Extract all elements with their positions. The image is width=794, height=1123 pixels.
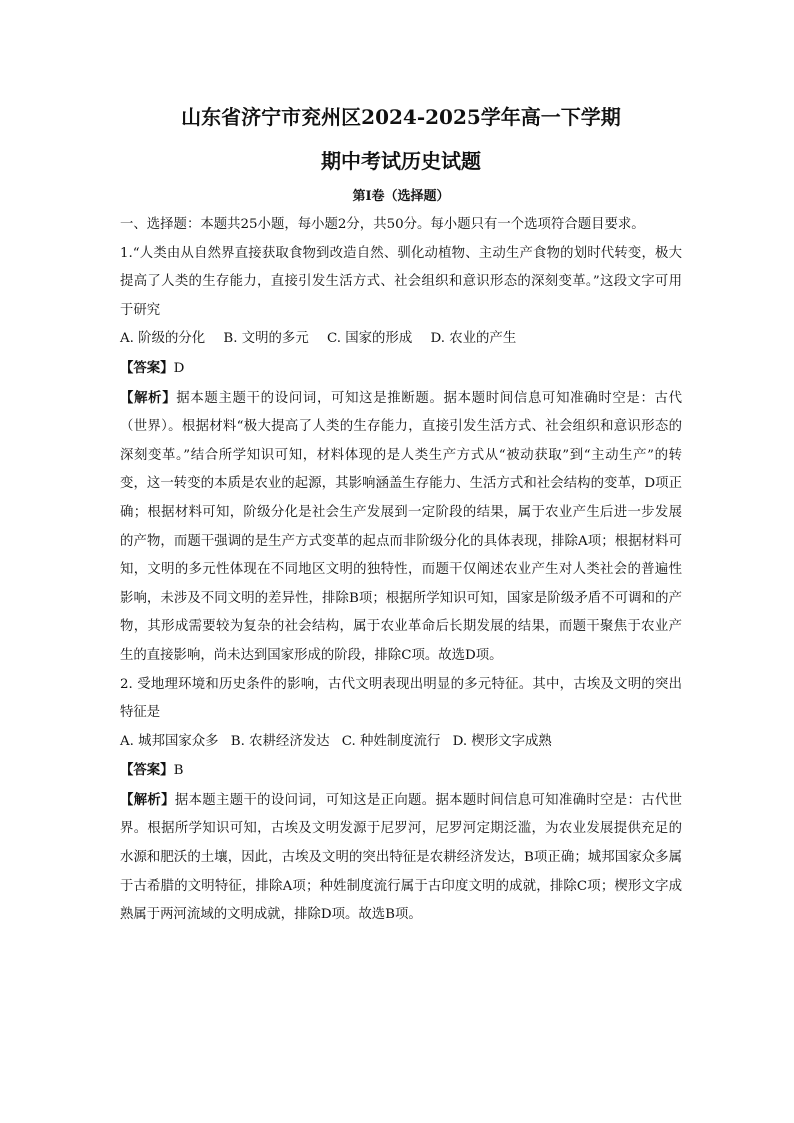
analysis-text: 据本题主题干的设问词，可知这是推断题。据本题时间信息可知准确时空是：古代（世界）。根据材料“极大提高了人类的生存能力，直接引发生活方式、社会组织和意识形态的深刻变革。”结合所学知识可知，材料体现的是人类生产方式从“被动获取”到“主动生产”的转变，这一转变的本质是农业的起源，其影响涵盖生存能力、生活方式和社会结构的变革，D项正确；根据材料可知，阶级分化是社会生产发展到一定阶段的结果，属于农业产生后进一步发展的产物，而题干强调的是生产方式变革的起点而非阶级分化的具体表现，排除A项；根据材料可知，文明的多元性体现在不同地区文明的独特性，而题干仅阐述农业产生对人类社会的普遍性影响，未涉及不同文明的差异性，排除B项；根据所学知识可知，国家是阶级矛盾不可调和的产物，其形成需要较为复杂的社会结构，属于农业革命后长期发展的结果，而题干聚焦于农业产生的直接影响，尚未达到国家形成的阶段，排除C项。故选D项。 <box>120 390 683 663</box>
question-1-options <box>120 325 682 354</box>
question-1-option-a: A. 阶级的分化 <box>120 331 206 347</box>
question-1-option-c: C. 国家的形成 <box>326 331 413 347</box>
question-2-option-c: C. 种姓制度流行 <box>341 733 441 749</box>
question-2-option-a: A. 城邦国家众多 <box>120 733 219 749</box>
answer-label: 【答案】 <box>120 359 174 376</box>
analysis-label: 【解析】 <box>120 389 177 406</box>
question-2 <box>120 671 682 930</box>
section-intro: 一、选择题：本题共25小题，每小题2分，共50分。每小题只有一个选项符合题目要求。 <box>120 217 645 232</box>
question-1-stem: 1.“人类由从自然界直接获取食物到改造自然、驯化动植物、主动生产食物的划时代转变，极大提高了人类的生存能力，直接引发生活方式、社会组织和意识形态的深刻变革。”这段文字可用于研究 <box>120 245 682 318</box>
question-2-options <box>120 728 682 757</box>
answer-label: 【答案】 <box>120 762 174 779</box>
analysis-label: 【解析】 <box>120 791 175 808</box>
section-subtitle: 第Ⅰ卷（选择题） <box>352 189 450 204</box>
title-line-1: 山东省济宁市兖州区2024-2025学年高一下学期 <box>181 105 621 129</box>
analysis-text: 据本题主题干的设问词，可知这是正向题。据本题时间信息可知准确时空是：古代世界。根据所学知识可知，古埃及文明发源于尼罗河，尼罗河定期泛滥，为农业发展提供充足的水源和肥沃的土壤，因此，古埃及文明的突出特征是农耕经济发达，B项正确；城邦国家众多属于古希腊的文明特征，排除A项；种姓制度流行属于古印度文明的成就，排除C项；楔形文字成熟属于两河流域的文明成就，排除D项。故选B项。 <box>120 792 683 923</box>
title-line-2: 期中考试历史试题 <box>321 149 481 173</box>
answer-value: D <box>173 360 185 376</box>
question-2-analysis <box>120 786 682 930</box>
question-2-stem: 2. 受地理环境和历史条件的影响，古代文明表现出明显的多元特征。其中，古埃及文明的突出特征是 <box>120 676 682 721</box>
question-2-option-d: D. 楔形文字成熟 <box>452 733 552 749</box>
question-1-option-b: B. 文明的多元 <box>223 331 309 347</box>
question-1 <box>120 240 682 671</box>
question-2-option-b: B. 农耕经济发达 <box>230 733 330 749</box>
question-1-answer <box>120 354 682 384</box>
question-1-analysis <box>120 384 682 671</box>
question-1-option-d: D. 农业的产生 <box>430 331 517 347</box>
answer-value: B <box>173 763 184 779</box>
question-2-answer <box>120 756 682 786</box>
